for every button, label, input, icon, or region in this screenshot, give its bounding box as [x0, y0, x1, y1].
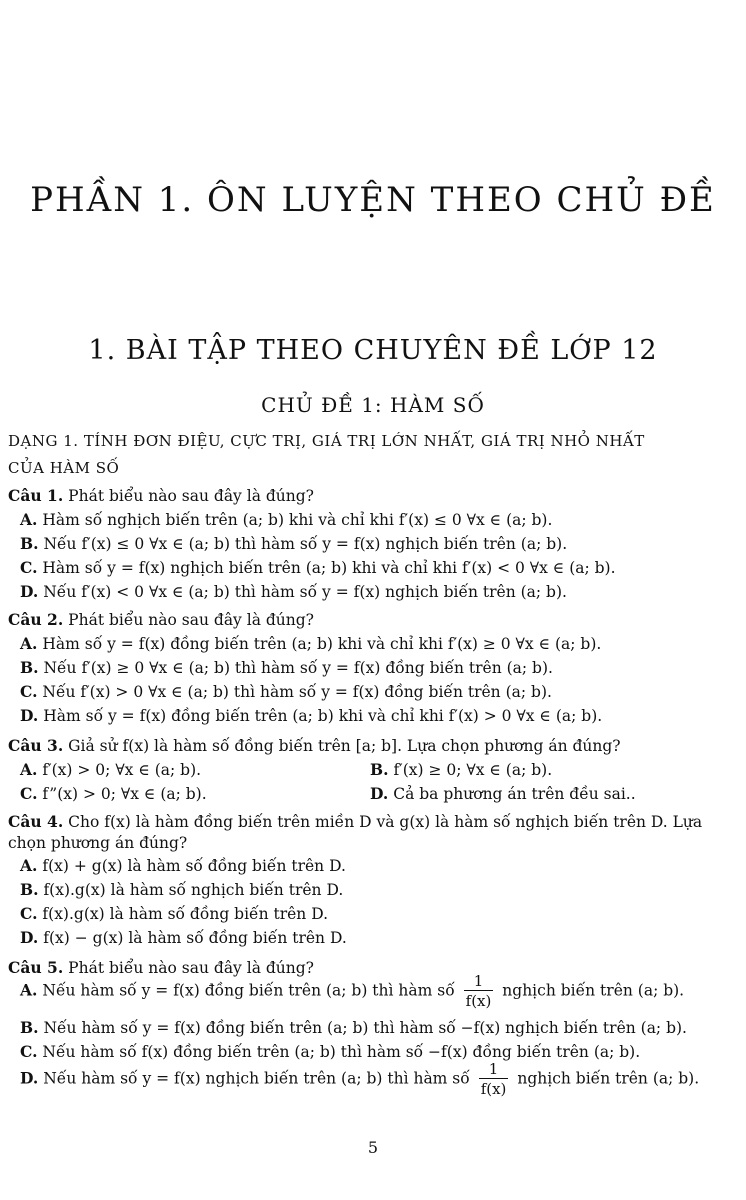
q2-option-c: [20, 682, 552, 701]
q3-option-a: [20, 760, 201, 779]
option-letter: A.: [20, 760, 38, 779]
q5-option-b: [20, 1018, 687, 1037]
question-label: Câu 4.: [8, 812, 64, 831]
option-letter: A.: [20, 980, 38, 1000]
option-text-pre: Nếu hàm số y = f(x) nghịch biến trên (a; b) thì hàm số: [43, 1069, 470, 1088]
option-letter: D.: [20, 582, 39, 601]
option-text: Hàm số y = f(x) đồng biến trên (a; b) khi và chỉ khi f′(x) > 0 ∀x ∈ (a; b).: [43, 707, 603, 725]
page-number: 5: [367, 1138, 379, 1157]
option-text: Nếu hàm số f(x) đồng biến trên (a; b) thì hàm số −f(x) đồng biến trên (a; b).: [42, 1043, 641, 1061]
option-text: f(x) − g(x) là hàm số đồng biến trên D.: [43, 929, 347, 947]
q4-option-d: [20, 928, 347, 947]
q2-option-b: [20, 658, 553, 677]
q5-option-d: [20, 1060, 699, 1099]
section-title: 1. BÀI TẬP THEO CHUYÊN ĐỀ LỚP 12: [88, 335, 658, 366]
option-text: Hàm số y = f(x) nghịch biến trên (a; b) khi và chỉ khi f′(x) < 0 ∀x ∈ (a; b).: [42, 559, 616, 577]
question-1: [8, 486, 314, 505]
question-4-stem-cont: chọn phương án đúng?: [8, 834, 188, 852]
option-letter: D.: [20, 1068, 39, 1088]
q1-option-b: [20, 534, 567, 553]
q4-option-a: [20, 856, 346, 875]
option-text-post: nghịch biến trên (a; b).: [517, 1069, 700, 1088]
option-text: Nếu f′(x) < 0 ∀x ∈ (a; b) thì hàm số y = f(x) nghịch biến trên (a; b).: [43, 583, 567, 601]
option-text-pre: Nếu hàm số y = f(x) đồng biến trên (a; b) thì hàm số: [42, 981, 455, 1000]
part-title: PHẦN 1. ÔN LUYỆN THEO CHỦ ĐỀ: [30, 180, 716, 220]
q2-option-d: [20, 706, 602, 725]
q3-option-c: [20, 784, 207, 803]
option-text: f′(x) ≥ 0; ∀x ∈ (a; b).: [393, 761, 553, 779]
q4-option-b: [20, 880, 343, 899]
option-letter: A.: [20, 510, 38, 529]
question-label: Câu 3.: [8, 736, 64, 755]
fraction: [479, 1060, 509, 1099]
option-text: f(x).g(x) là hàm số đồng biến trên D.: [42, 905, 329, 923]
q2-option-a: [20, 634, 601, 653]
q5-option-c: [20, 1042, 640, 1061]
option-letter: C.: [20, 682, 38, 701]
option-letter: B.: [20, 880, 39, 899]
option-text: f′(x) > 0; ∀x ∈ (a; b).: [42, 761, 202, 779]
topic-title: CHỦ ĐỀ 1: HÀM SỐ: [261, 393, 485, 417]
question-stem: Giả sử f(x) là hàm số đồng biến trên [a; b]. Lựa chọn phương án đúng?: [68, 737, 621, 755]
option-text: Nếu f′(x) ≥ 0 ∀x ∈ (a; b) thì hàm số y = f(x) đồng biến trên (a; b).: [43, 659, 553, 677]
option-text: f(x) + g(x) là hàm số đồng biến trên D.: [42, 857, 346, 875]
q3-option-d: [370, 784, 636, 803]
question-label: Câu 1.: [8, 486, 64, 505]
fraction-denominator: f(x): [480, 1080, 507, 1098]
fraction-numerator: 1: [473, 972, 484, 990]
option-text: Hàm số y = f(x) đồng biến trên (a; b) khi và chỉ khi f′(x) ≥ 0 ∀x ∈ (a; b).: [42, 635, 602, 653]
option-letter: B.: [370, 760, 389, 779]
option-text-post: nghịch biến trên (a; b).: [502, 981, 685, 1000]
option-letter: B.: [20, 534, 39, 553]
option-letter: C.: [20, 558, 38, 577]
option-text: Nếu f′(x) > 0 ∀x ∈ (a; b) thì hàm số y = f(x) đồng biến trên (a; b).: [42, 683, 552, 701]
fraction-numerator: 1: [488, 1060, 499, 1078]
option-text: f”(x) > 0; ∀x ∈ (a; b).: [42, 785, 207, 803]
option-letter: D.: [370, 784, 389, 803]
dang-heading-line1: DẠNG 1. TÍNH ĐƠN ĐIỆU, CỰC TRỊ, GIÁ TRỊ LỚN NHẤT, GIÁ TRỊ NHỎ NHẤT: [8, 432, 645, 450]
question-stem: Cho f(x) là hàm đồng biến trên miền D và g(x) là hàm số nghịch biến trên D. Lựa: [68, 813, 703, 831]
option-letter: A.: [20, 634, 38, 653]
question-2: [8, 610, 314, 629]
option-text: Nếu f′(x) ≤ 0 ∀x ∈ (a; b) thì hàm số y = f(x) nghịch biến trên (a; b).: [43, 535, 568, 553]
option-letter: C.: [20, 904, 38, 923]
question-3: [8, 736, 621, 755]
option-letter: A.: [20, 856, 38, 875]
q1-option-a: [20, 510, 552, 529]
question-stem: Phát biểu nào sau đây là đúng?: [68, 611, 314, 629]
option-letter: D.: [20, 706, 39, 725]
question-4: [8, 812, 702, 831]
question-label: Câu 5.: [8, 958, 64, 977]
option-text: Cả ba phương án trên đều sai..: [393, 785, 636, 803]
option-letter: C.: [20, 784, 38, 803]
option-letter: C.: [20, 1042, 38, 1061]
dang-heading-line2: CỦA HÀM SỐ: [8, 459, 120, 477]
q3-option-b: [370, 760, 552, 779]
q4-option-c: [20, 904, 328, 923]
question-label: Câu 2.: [8, 610, 64, 629]
option-letter: B.: [20, 1018, 39, 1037]
fraction: [464, 972, 494, 1011]
q1-option-d: [20, 582, 567, 601]
option-text: Hàm số nghịch biến trên (a; b) khi và chỉ khi f′(x) ≤ 0 ∀x ∈ (a; b).: [42, 511, 553, 529]
fraction-denominator: f(x): [465, 992, 492, 1010]
option-text: f(x).g(x) là hàm số nghịch biến trên D.: [43, 881, 344, 899]
q5-option-a: [20, 972, 684, 1011]
option-letter: D.: [20, 928, 39, 947]
option-text: Nếu hàm số y = f(x) đồng biến trên (a; b) thì hàm số −f(x) nghịch biến trên (a; b).: [43, 1019, 687, 1037]
q1-option-c: [20, 558, 616, 577]
question-stem: Phát biểu nào sau đây là đúng?: [68, 487, 314, 505]
question-stem: Phát biểu nào sau đây là đúng?: [68, 959, 314, 977]
option-letter: B.: [20, 658, 39, 677]
